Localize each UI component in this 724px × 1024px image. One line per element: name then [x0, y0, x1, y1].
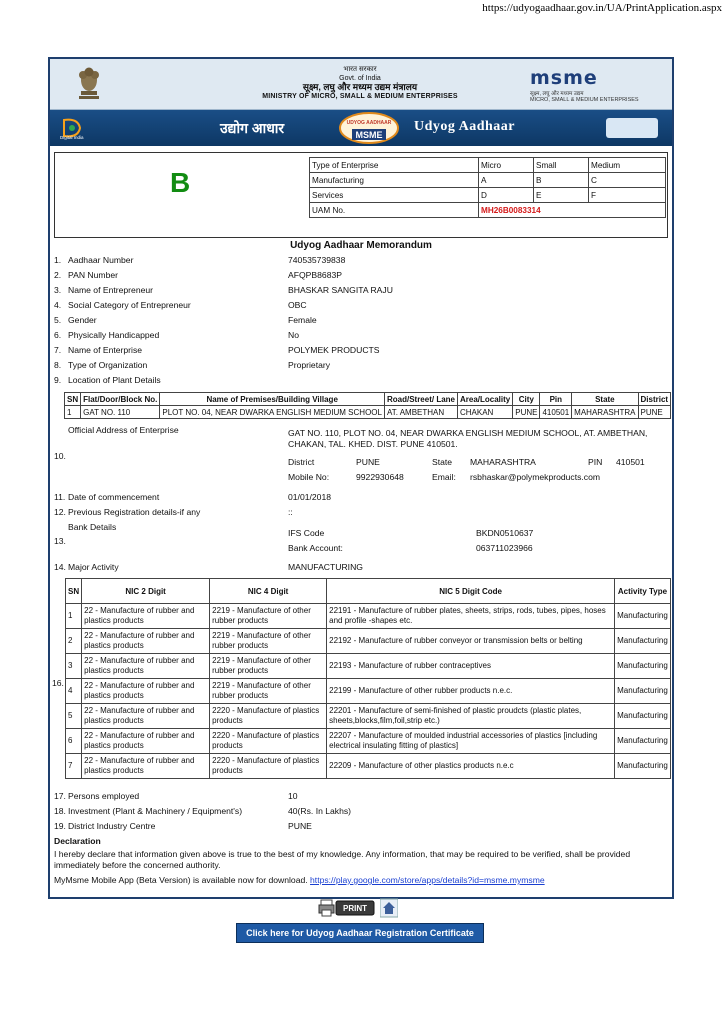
field-number: 19.: [54, 821, 66, 831]
govt-hindi-line: भारत सरकार: [343, 66, 377, 73]
ministry-english-line: MINISTRY OF MICRO, SMALL & MEDIUM ENTERPRISES: [262, 93, 458, 100]
email-value: rsbhaskar@polymekproducts.com: [470, 472, 601, 482]
email-label: Email:: [432, 472, 456, 482]
field-number: 2.: [54, 270, 62, 280]
plant-header-cell: Pin: [540, 393, 572, 406]
nic-cell: 22193 - Manufacture of rubber contraceptives: [327, 654, 615, 679]
nic-cell: 22 - Manufacture of rubber and plastics products: [82, 604, 210, 629]
code-cell: F: [589, 188, 666, 203]
nic-cell: Manufacturing: [615, 704, 671, 729]
code-cell: A: [479, 173, 534, 188]
nic-row: [66, 629, 671, 654]
manufacturing-row: [310, 173, 666, 188]
field-number: 7.: [54, 345, 62, 355]
field-value: 10: [288, 791, 298, 801]
field-number: 12.: [54, 507, 66, 517]
uam-number-cell: MH26B0083314: [479, 203, 666, 218]
field-row-district-industry-centre: [54, 821, 654, 834]
field-label: Location of Plant Details: [68, 375, 161, 385]
nic-cell: 22191 - Manufacture of rubber plates, sheets, strips, rods, tubes, pipes, hoses and profile -shapes etc.: [327, 604, 615, 629]
page-url: https://udyogaadhaar.gov.in/UA/PrintApplication.aspx: [482, 2, 722, 14]
print-label: PRINT: [343, 904, 367, 913]
field-label: Persons employed: [68, 791, 140, 801]
field-value: MANUFACTURING: [288, 562, 363, 572]
pin-value: 410501: [616, 457, 645, 467]
field-row-persons-employed: [54, 791, 654, 804]
home-icon: [380, 898, 398, 918]
digital-india-icon: [58, 116, 98, 140]
nic-header-cell: Activity Type: [615, 579, 671, 604]
uam-label-cell: UAM No.: [310, 203, 479, 218]
field-row-plant-location: [54, 375, 654, 388]
nic-cell: 6: [66, 729, 82, 754]
medium-header-cell: Medium: [589, 158, 666, 173]
field-value: BHASKAR SANGITA RAJU: [288, 285, 393, 295]
plant-cell: 1: [65, 406, 81, 419]
plant-cell: PUNE: [638, 406, 671, 419]
print-button[interactable]: [318, 898, 376, 918]
field-number: 3.: [54, 285, 62, 295]
official-address-label: Official Address of Enterprise: [68, 425, 179, 435]
government-header: [50, 59, 672, 110]
field-value: POLYMEK PRODUCTS: [288, 345, 380, 355]
nic-row: [66, 729, 671, 754]
field-label: District Industry Centre: [68, 821, 156, 831]
nic-cell: Manufacturing: [615, 679, 671, 704]
field-row-previous-registration: [54, 507, 654, 520]
field-label: Previous Registration details-if any: [68, 507, 201, 517]
nic-row: [66, 654, 671, 679]
field-number: 11.: [54, 492, 66, 502]
field-label: Physically Handicapped: [68, 330, 160, 340]
field-row-aadhaar: [54, 255, 654, 268]
field-value: 01/01/2018: [288, 492, 332, 502]
field-number: 10.: [54, 451, 66, 461]
field-row-gender: [54, 315, 654, 328]
field-number: 14.: [54, 562, 66, 572]
field-label: Type of Organization: [68, 360, 148, 370]
memorandum-frame: [48, 57, 674, 899]
plant-header-cell: District: [638, 393, 671, 406]
msme-wordmark: msme: [530, 67, 598, 89]
nic-cell: Manufacturing: [615, 729, 671, 754]
pin-label: PIN: [588, 457, 603, 467]
nic-cell: 2220 - Manufacture of plastics products: [210, 704, 327, 729]
code-cell: D: [479, 188, 534, 203]
nic-row: [66, 704, 671, 729]
enterprise-category-letter: B: [170, 167, 191, 198]
bank-account-value: 063711023966: [476, 543, 533, 553]
field-number: 5.: [54, 315, 62, 325]
field-row-organization-type: [54, 360, 654, 373]
field-number: 6.: [54, 330, 62, 340]
field-value: OBC: [288, 300, 307, 310]
nic-cell: 2219 - Manufacture of other rubber products: [210, 654, 327, 679]
nic-row: [66, 604, 671, 629]
mobile-value: 9922930648: [356, 472, 404, 482]
field-value: 740535739838: [288, 255, 346, 265]
row-label-cell: Manufacturing: [310, 173, 479, 188]
nic-cell: Manufacturing: [615, 654, 671, 679]
nic-cell: 22201 - Manufacture of semi-finished of plastic proudcts (plastic plates, sheets,blocks,film,foil,strip etc.): [327, 704, 615, 729]
field-label: PAN Number: [68, 270, 118, 280]
enterprise-type-table: [309, 157, 666, 218]
seal-udyog-aadhaar-text: UDYOG AADHAAR: [346, 120, 392, 126]
plant-header-cell: SN: [65, 393, 81, 406]
msme-logo: [530, 67, 650, 103]
plant-cell: GAT NO. 110: [81, 406, 160, 419]
mobile-app-note: [54, 875, 666, 886]
field-row-handicapped: [54, 330, 654, 343]
plant-cell: 410501: [540, 406, 572, 419]
state-value: MAHARASHTRA: [470, 457, 536, 467]
nic-cell: 22 - Manufacture of rubber and plastics products: [82, 654, 210, 679]
plant-header-cell: Area/Locality: [457, 393, 512, 406]
nic-cell: 5: [66, 704, 82, 729]
plant-header-row: [65, 393, 671, 406]
nic-cell: 2219 - Manufacture of other rubber products: [210, 679, 327, 704]
field-number: 16.: [52, 678, 64, 688]
field-label: Name of Entrepreneur: [68, 285, 154, 295]
field-value: No: [288, 330, 299, 340]
field-value: AFQPB8683P: [288, 270, 342, 280]
ministry-mini-logo-icon: [606, 118, 658, 138]
nic-cell: 22 - Manufacture of rubber and plastics products: [82, 629, 210, 654]
banner-hindi-title: उद्योग आधार: [220, 120, 285, 136]
nic-cell: 4: [66, 679, 82, 704]
plant-cell: PUNE: [513, 406, 540, 419]
services-row: [310, 188, 666, 203]
msme-english-caption: MICRO, SMALL & MEDIUM ENTERPRISES: [530, 97, 639, 103]
nic-header-cell: SN: [66, 579, 82, 604]
nic-cell: 7: [66, 754, 82, 779]
ifs-label: IFS Code: [288, 528, 325, 538]
field-number: 17.: [54, 791, 66, 801]
nic-header-cell: NIC 5 Digit Code: [327, 579, 615, 604]
field-value: Proprietary: [288, 360, 331, 370]
nic-row: [66, 679, 671, 704]
field-label: Name of Enterprise: [68, 345, 143, 355]
row-label-cell: Services: [310, 188, 479, 203]
nic-cell: 2: [66, 629, 82, 654]
plant-header-cell: City: [513, 393, 540, 406]
mobile-app-text: MyMsme Mobile App (Beta Version) is available now for download.: [54, 875, 308, 885]
nic-cell: 22192 - Manufacture of rubber conveyor or transmission belts or belting: [327, 629, 615, 654]
field-row-pan: [54, 270, 654, 283]
small-header-cell: Small: [534, 158, 589, 173]
uam-row: [310, 203, 666, 218]
udyog-aadhaar-banner: [50, 110, 672, 146]
nic-row: [66, 754, 671, 779]
field-row-social-category: [54, 300, 654, 313]
plant-header-cell: Flat/Door/Block No.: [81, 393, 160, 406]
memorandum-title: Udyog Aadhaar Memorandum: [290, 240, 432, 251]
ministry-title-block: [190, 65, 530, 101]
declaration-text: I hereby declare that information given above is true to the best of my knowledge. Any information, that may be required to be verified, shall be provided immediately before the concerned authority.: [54, 849, 631, 870]
nic-cell: 22207 - Manufacture of moulded industrial accessories of plastics [including electrical insulating fitting of plastics]: [327, 729, 615, 754]
enterprise-type-header-row: [310, 158, 666, 173]
district-label: District: [288, 457, 315, 467]
msme-hindi-caption: सूक्ष्म, लघु और मध्यम उद्यम: [530, 91, 584, 97]
field-row-investment: [54, 806, 654, 819]
nic-cell: 22209 - Manufacture of other plastics products n.e.c: [327, 754, 615, 779]
bank-details-label: Bank Details: [68, 522, 117, 532]
plant-cell: PLOT NO. 04, NEAR DWARKA ENGLISH MEDIUM SCHOOL: [160, 406, 385, 419]
nic-cell: Manufacturing: [615, 629, 671, 654]
enterprise-type-box: [54, 152, 668, 238]
nic-code-table: [65, 578, 671, 779]
nic-header-row: [66, 579, 671, 604]
nic-cell: 22 - Manufacture of rubber and plastics products: [82, 729, 210, 754]
udyog-aadhaar-seal-icon: [338, 112, 400, 144]
plant-header-cell: State: [572, 393, 638, 406]
nic-cell: 22 - Manufacture of rubber and plastics products: [82, 704, 210, 729]
field-label: Date of commencement: [68, 492, 160, 502]
field-row-commencement: [54, 492, 654, 505]
nic-cell: 2219 - Manufacture of other rubber products: [210, 629, 327, 654]
field-label: Gender: [68, 315, 97, 325]
field-number: 18.: [54, 806, 66, 816]
plant-header-cell: Road/Street/ Lane: [384, 393, 457, 406]
nic-header-cell: NIC 4 Digit: [210, 579, 327, 604]
nic-cell: 3: [66, 654, 82, 679]
official-address-text: GAT NO. 110, PLOT NO. 04, NEAR DWARKA ENGLISH MEDIUM SCHOOL, AT. AMBETHAN, CHAKAN, TAL. KHED. DIST. PUNE 410501.: [288, 428, 648, 449]
plant-location-table: [64, 392, 671, 419]
seal-msme-text: MSME: [355, 130, 383, 140]
field-label: Social Category of Entrepreneur: [68, 300, 191, 310]
declaration-title: Declaration: [54, 836, 101, 846]
field-label: Aadhaar Number: [68, 255, 134, 265]
home-button[interactable]: [380, 898, 398, 918]
ministry-hindi-line: सूक्ष्म, लघु और मध्यम उद्यम मंत्रालय: [302, 82, 418, 92]
code-cell: E: [534, 188, 589, 203]
nic-cell: 2220 - Manufacture of plastics products: [210, 729, 327, 754]
nic-cell: 22199 - Manufacture of other rubber products n.e.c.: [327, 679, 615, 704]
field-row-major-activity: [54, 562, 654, 575]
field-number: 9.: [54, 375, 62, 385]
field-number: 8.: [54, 360, 62, 370]
field-number: 13.: [54, 536, 66, 546]
digital-india-label: Digital India: [60, 135, 84, 140]
code-cell: C: [589, 173, 666, 188]
banner-english-title: Udyog Aadhaar: [414, 119, 516, 134]
printer-icon: [318, 898, 376, 918]
govt-english-line: Govt. of India: [339, 75, 381, 82]
code-cell: B: [534, 173, 589, 188]
field-number: 1.: [54, 255, 62, 265]
national-emblem-icon: [72, 65, 106, 103]
plant-cell: AT. AMBETHAN: [384, 406, 457, 419]
plant-cell: CHAKAN: [457, 406, 512, 419]
state-label: State: [432, 457, 453, 467]
field-number: 4.: [54, 300, 62, 310]
plant-data-row: [65, 406, 671, 419]
nic-cell: 1: [66, 604, 82, 629]
micro-header-cell: Micro: [479, 158, 534, 173]
plant-header-cell: Name of Premises/Building Village: [160, 393, 385, 406]
nic-header-cell: NIC 2 Digit: [82, 579, 210, 604]
nic-cell: Manufacturing: [615, 604, 671, 629]
field-value: ::: [288, 507, 293, 517]
nic-cell: Manufacturing: [615, 754, 671, 779]
bank-account-label: Bank Account:: [288, 543, 343, 553]
nic-cell: 2219 - Manufacture of other rubber products: [210, 604, 327, 629]
field-label: Investment (Plant & Machinery / Equipment's): [68, 806, 243, 816]
field-value: PUNE: [288, 821, 312, 831]
ifs-value: BKDN0510637: [476, 528, 534, 538]
mobile-label: Mobile No:: [288, 472, 330, 482]
field-value: 40(Rs. In Lakhs): [288, 806, 352, 816]
field-row-entrepreneur: [54, 285, 654, 298]
type-header-cell: Type of Enterprise: [310, 158, 479, 173]
play-store-link[interactable]: https://play.google.com/store/apps/details?id=msme.mymsme: [310, 875, 545, 885]
nic-cell: 22 - Manufacture of rubber and plastics products: [82, 679, 210, 704]
nic-cell: 2220 - Manufacture of plastics products: [210, 754, 327, 779]
nic-cell: 22 - Manufacture of rubber and plastics products: [82, 754, 210, 779]
district-value: PUNE: [356, 457, 380, 467]
registration-certificate-button[interactable]: Click here for Udyog Aadhaar Registration Certificate: [236, 923, 484, 943]
plant-cell: MAHARASHTRA: [572, 406, 638, 419]
field-label: Major Activity: [68, 562, 119, 572]
field-row-enterprise-name: [54, 345, 654, 358]
field-value: Female: [288, 315, 317, 325]
